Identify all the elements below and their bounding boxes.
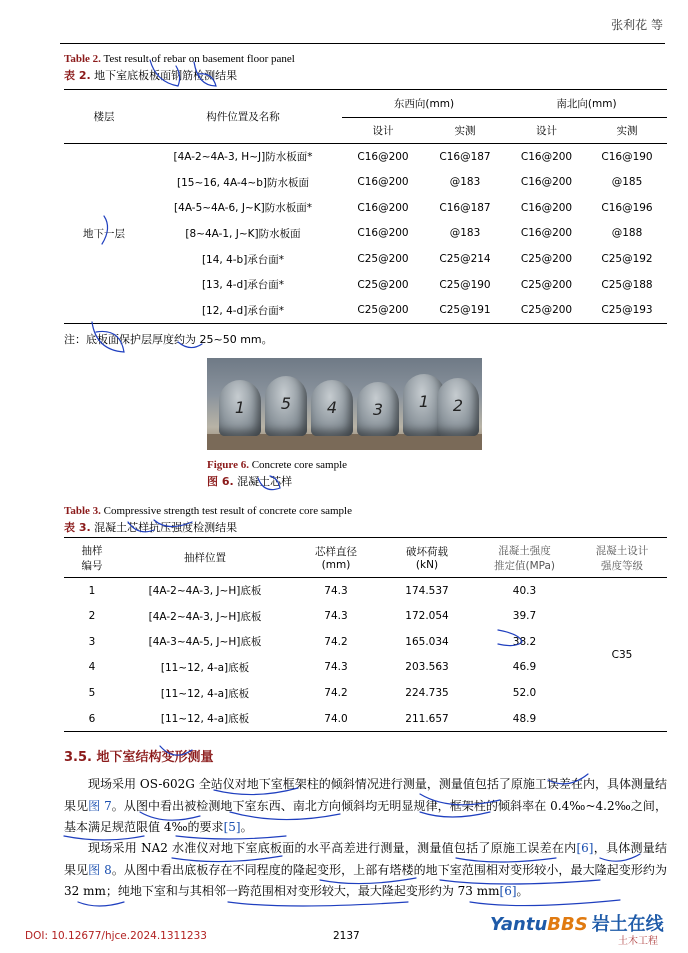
table-cell: 174.537 [405, 584, 449, 597]
table3-caption-en: Table 3. Compressive strength test result of concrete core sample [64, 505, 352, 517]
table-cell: 38.2 [512, 635, 537, 648]
table2 [64, 89, 667, 324]
table3-caption-zh: 表 3. 混凝土芯样抗压强度检测结果 [64, 521, 238, 534]
table-cell: 2 [88, 610, 96, 623]
table-cell: C25@200 [357, 278, 409, 291]
table-cell: [4A-2~4A-3, J~H]底板 [148, 610, 262, 623]
table-cell: C25@214 [439, 253, 491, 266]
core-sample: 1 [219, 380, 261, 436]
table-cell: @185 [611, 176, 643, 189]
table-cell: 39.7 [512, 610, 537, 623]
grade-cell: C35 [611, 648, 633, 661]
figure8-link[interactable]: 图 8 [88, 862, 112, 877]
table-row [64, 680, 667, 706]
running-header-author: 张利花 等 [611, 18, 663, 32]
table-row [64, 655, 667, 681]
table-cell: C16@200 [357, 227, 409, 240]
ink-mark [78, 902, 124, 906]
ref-5-link[interactable]: [5] [223, 820, 241, 834]
col-load-header: 破坏荷载 (kN) [406, 546, 448, 571]
table-cell: 52.0 [512, 687, 537, 700]
table-cell: 5 [88, 687, 96, 700]
table-cell: C25@188 [601, 278, 653, 291]
table-cell: @183 [449, 176, 481, 189]
table-row [64, 221, 667, 247]
table-cell: 172.054 [405, 610, 449, 623]
photo-ground [207, 434, 482, 450]
table-cell: 74.3 [324, 584, 348, 597]
table2-caption-zh: 表 2. 地下室底板板面钢筋检测结果 [64, 69, 238, 82]
col-strength-header: 混凝土强度 推定值(MPa) [493, 544, 556, 572]
table-cell: C25@192 [601, 253, 653, 266]
table-cell: 4 [88, 661, 96, 674]
table-cell: C16@200 [520, 227, 573, 240]
table-cell: 46.9 [512, 661, 537, 674]
ink-mark [228, 902, 408, 906]
table-cell: [4A-3~4A-5, J~H]底板 [148, 636, 262, 649]
core-sample: 4 [311, 380, 353, 436]
table-row [64, 169, 667, 195]
col-ns-measured: 实测 [616, 125, 638, 137]
table-cell: 165.034 [405, 635, 449, 648]
table-cell: [4A-5~4A-6, J~K]防水板面* [174, 202, 312, 215]
col-ns-design: 设计 [536, 125, 557, 137]
table-cell: 74.2 [324, 635, 348, 648]
table-cell: 74.3 [324, 661, 348, 674]
col-grade-header: 混凝土设计 强度等级 [595, 544, 649, 572]
header-rule [60, 43, 665, 44]
table-cell: 48.9 [512, 712, 537, 725]
figure7-link[interactable]: 图 7 [88, 798, 112, 813]
table-cell: C16@200 [520, 201, 573, 214]
col-ew-design: 设计 [372, 125, 394, 137]
table-cell: [15~16, 4A-4~b]防水板面 [177, 176, 309, 189]
table-cell: C25@200 [357, 304, 409, 317]
table-row [64, 272, 667, 298]
table-cell: C16@196 [601, 201, 653, 214]
page-number: 2137 [333, 930, 360, 942]
table-row [64, 629, 667, 655]
core-sample: 2 [437, 378, 479, 436]
col-position-header: 构件位置及名称 [206, 111, 280, 123]
table-cell: [14, 4-b]承台面* [201, 253, 285, 266]
col-floor-header: 楼层 [93, 111, 115, 123]
col-diameter-header: 芯样直径 (mm) [315, 546, 357, 571]
ref-6-link-2[interactable]: [6] [499, 884, 517, 898]
concrete-core-photo [207, 358, 482, 450]
doi-link[interactable]: DOI: 10.12677/hjce.2024.1311233 [25, 930, 207, 942]
table-row [64, 246, 667, 272]
figure6-caption-zh: 图 6. 混凝土芯样 [207, 475, 293, 488]
table-cell: C16@187 [439, 201, 491, 214]
table-row [64, 706, 667, 732]
table-cell: 74.3 [324, 610, 348, 623]
table-cell: 224.735 [405, 687, 449, 700]
table-cell: C16@190 [601, 150, 653, 163]
table-cell: C16@200 [357, 201, 409, 214]
figure6-caption-en: Figure 6. Concrete core sample [207, 459, 348, 471]
table-cell: [11~12, 4-a]底板 [160, 687, 250, 700]
table-cell: @183 [449, 227, 481, 240]
table-cell: C25@190 [439, 278, 491, 291]
table-cell: [13, 4-d]承台面* [201, 279, 285, 292]
table-cell: 1 [88, 584, 96, 597]
col-ew-measured: 实测 [454, 125, 476, 137]
ref-6-link[interactable]: [6] [576, 841, 594, 855]
col-ns-header: 南北向(mm) [506, 90, 667, 118]
table3 [64, 537, 667, 732]
table-cell: [4A-2~4A-3, J~H]底板 [148, 585, 262, 598]
table-row [64, 144, 667, 170]
watermark-subtitle: 土木工程 [618, 936, 658, 947]
yantubbs-logo: YantuBBS 岩土在线 [490, 914, 664, 935]
table-cell: 40.3 [512, 584, 537, 597]
table-cell: C25@200 [520, 278, 573, 291]
col-sample-no-header: 抽样 编号 [81, 544, 103, 572]
table-cell: C16@200 [357, 176, 409, 189]
table-cell: 3 [88, 635, 96, 648]
table-cell: C25@200 [357, 253, 409, 266]
table-cell: C16@187 [439, 150, 491, 163]
paragraph-1: 现场采用 OS-602G 全站仪对地下室框架柱的倾斜情况进行测量，测量值包括了原施工误差在内，具体测量结果见图 7。从图中看出被检测地下室东西、南北方向倾斜均无明显规律，框架柱的倾斜率在 0.4‰~4.2‰之间，基本满足规范限值 4‰的要求[5]。 [64, 777, 667, 834]
table-cell: C25@200 [520, 304, 573, 317]
table-cell: [4A-2~4A-3, H~J]防水板面* [173, 151, 313, 164]
table-cell: 211.657 [405, 712, 449, 725]
table-cell: 6 [88, 712, 96, 725]
table-cell: C25@200 [520, 253, 573, 266]
paragraph-2: 现场采用 NA2 水准仪对地下室底板面的水平高差进行测量，测量值包括了原施工误差在内[6]，具体测量结果见图 8。从图中看出底板存在不同程度的隆起变形，上部有塔楼的地下室范围相对变形较小，最大隆起变形约为 32 mm；纯地下室和与其相邻一跨范围相对变形较大，最大隆起变形约为 73 mm[6]。 [64, 841, 667, 898]
table-cell: 74.2 [324, 687, 348, 700]
table-cell: C25@191 [439, 304, 491, 317]
table-cell: [12, 4-d]承台面* [201, 304, 285, 317]
table-row [64, 298, 667, 324]
table-cell: C16@200 [520, 150, 573, 163]
table-row [64, 603, 667, 629]
core-sample: 5 [265, 376, 307, 436]
core-sample: 3 [357, 382, 399, 436]
table-cell: @188 [611, 227, 643, 240]
table-cell: 74.0 [324, 712, 348, 725]
table2-caption-en: Table 2. Test result of rebar on basement floor panel [64, 53, 295, 65]
table-row [64, 195, 667, 221]
col-ew-header: 东西向(mm) [342, 90, 506, 118]
table-cell: [8~4A-1, J~K]防水板面 [185, 227, 301, 240]
table-cell: 203.563 [405, 661, 449, 674]
col-sample-position-header: 抽样位置 [184, 552, 226, 564]
table2-note: 注：底板面保护层厚度约为 25~50 mm。 [64, 333, 273, 346]
table-row [64, 578, 667, 604]
floor-cell: 地下一层 [83, 227, 125, 240]
table-cell: [11~12, 4-a]底板 [160, 661, 250, 674]
core-sample: 1 [403, 374, 445, 436]
table-cell: C25@193 [601, 304, 653, 317]
table-cell: C16@200 [520, 176, 573, 189]
table-cell: C16@200 [357, 150, 409, 163]
section-title: 3.5. 地下室结构变形测量 [64, 750, 214, 765]
table-cell: [11~12, 4-a]底板 [160, 713, 250, 726]
